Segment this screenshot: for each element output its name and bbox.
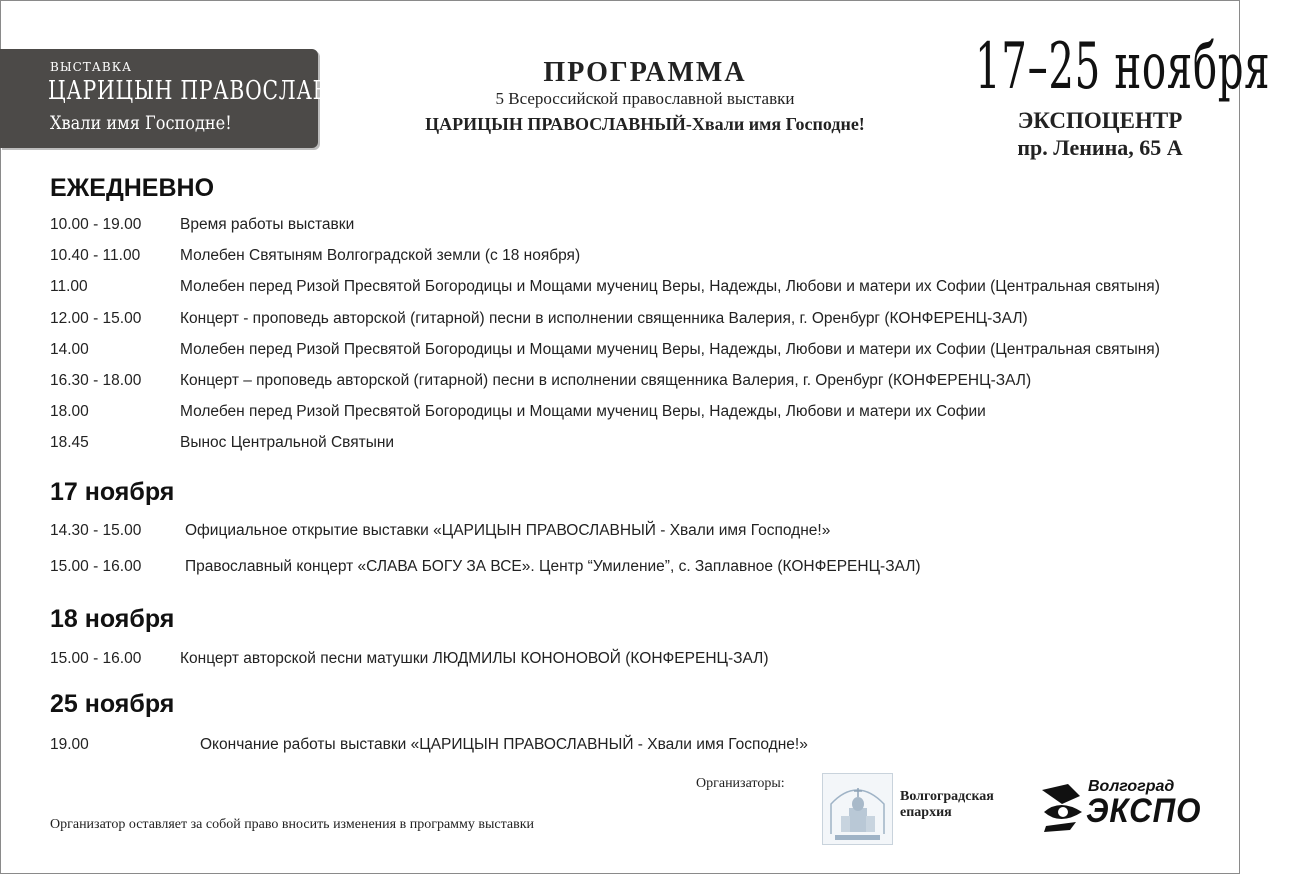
row-time: 19.00 [50,736,89,753]
church-icon [823,774,892,844]
logo-caption: ВЫСТАВКА [50,60,133,74]
expo-logo-city: Волгоград [1088,778,1175,795]
row-time: 15.00 - 16.00 [50,558,142,575]
venue-name: ЭКСПОЦЕНТР [1017,108,1183,133]
row-time: 14.00 [50,341,89,358]
eye-icon [1040,782,1086,832]
row-time: 16.30 - 18.00 [50,372,142,389]
row-event: Официальное открытие выставки «ЦАРИЦЫН ПРАВОСЛАВНЫЙ - Хвали имя Господне!» [185,522,831,539]
row-event: Концерт - проповедь авторской (гитарной) песни в исполнении священника Валерия, г. Оренбург (КОНФЕРЕНЦ-ЗАЛ) [180,310,1028,327]
section-heading-daily: ЕЖЕДНЕВНО [50,174,215,202]
logo-title: ЦАРИЦЫН ПРАВОСЛАВНЫЙ [48,76,386,106]
row-time: 10.00 - 19.00 [50,216,142,233]
row-time: 18.00 [50,403,89,420]
eparchy-name [900,789,994,821]
disclaimer: Организатор оставляет за собой право вносить изменения в программу выставки [50,817,535,832]
section-heading-nov25: 25 ноября [50,690,175,718]
row-time: 18.45 [50,434,89,451]
row-event: Вынос Центральной Святыни [180,434,395,451]
row-event: Концерт авторской песни матушки ЛЮДМИЛЫ КОНОНОВОЙ (КОНФЕРЕНЦ-ЗАЛ) [180,650,769,667]
exhibition-dates: 17–25 ноября [975,30,1271,104]
row-time: 10.40 - 11.00 [50,247,141,264]
row-event: Время работы выставки [180,216,355,233]
row-event: Православный концерт «СЛАВА БОГУ ЗА ВСЕ». Центр “Умиление”, с. Заплавное (КОНФЕРЕНЦ-ЗАЛ) [185,558,921,575]
exhibition-name-bold: ЦАРИЦЫН ПРАВОСЛАВНЫЙ [425,114,686,134]
row-event: Концерт – проповедь авторской (гитарной) песни в исполнении священника Валерия, г. Оренбург (КОНФЕРЕНЦ-ЗАЛ) [180,372,1032,389]
section-heading-nov18: 18 ноября [50,605,175,633]
row-event: Молебен перед Ризой Пресвятой Богородицы и Мощами мучениц Веры, Надежды, Любови и матери их Софии (Центральная святыня) [180,278,1160,295]
eparchy-name-line2: епархия [900,805,952,820]
row-event: Молебен перед Ризой Пресвятой Богородицы и Мощами мучениц Веры, Надежды, Любови и матери их Софии [180,403,986,420]
row-time: 14.30 - 15.00 [50,522,142,539]
volgograd-expo-logo [1040,778,1200,834]
row-event: Молебен перед Ризой Пресвятой Богородицы и Мощами мучениц Веры, Надежды, Любови и матери их Софии (Центральная святыня) [180,341,1160,358]
exhibition-name-rest: -Хвали имя Господне! [685,114,865,134]
expo-logo-word: ЭКСПО [1086,792,1202,830]
logo-slogan: Хвали имя Господне! [50,112,232,134]
row-event: Молебен Святыням Волгоградской земли (с 18 ноября) [180,247,581,264]
row-time: 15.00 - 16.00 [50,650,142,667]
row-event: Окончание работы выставки «ЦАРИЦЫН ПРАВОСЛАВНЫЙ - Хвали имя Господне!» [200,736,808,753]
row-time: 12.00 - 15.00 [50,310,142,327]
program-title: ПРОГРАММА [543,57,747,88]
program-subtitle: 5 Всероссийской православной выставки [495,89,795,108]
eparchy-logo [822,773,893,845]
section-heading-nov17: 17 ноября [50,478,175,506]
row-time: 11.00 [50,278,88,295]
eparchy-name-line1: Волгоградская [900,789,994,804]
organizers-label: Организаторы: [696,776,785,791]
venue-address: пр. Ленина, 65 А [1017,135,1183,160]
